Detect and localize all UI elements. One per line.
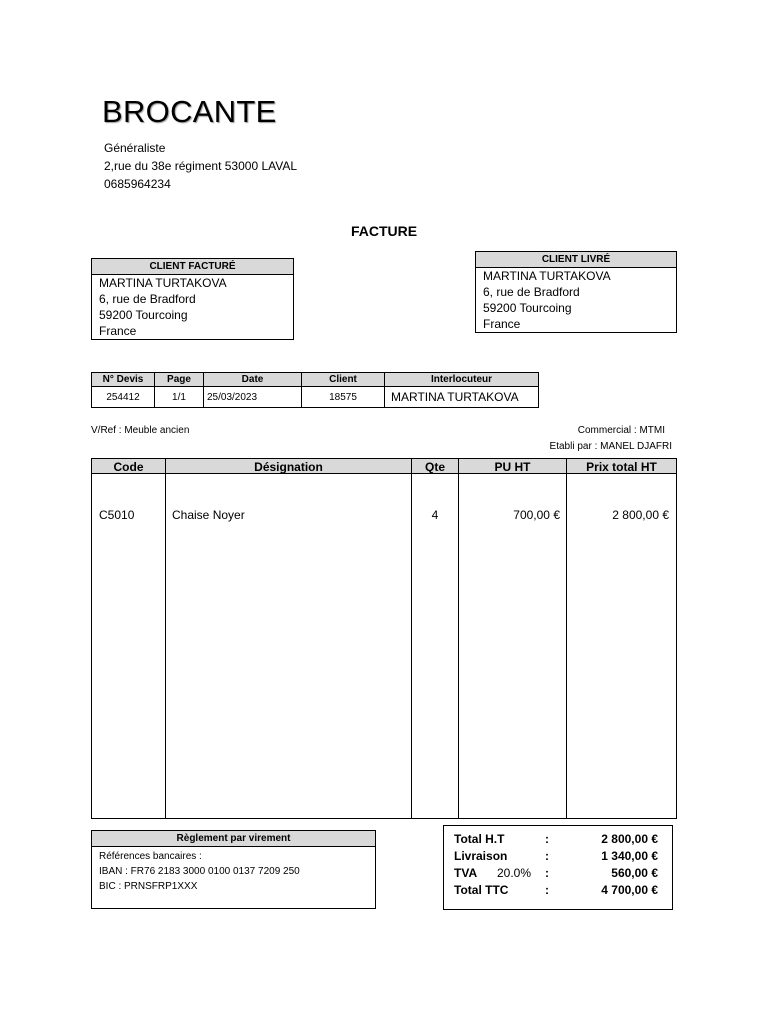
vref-text: V/Ref : Meuble ancien [91, 425, 190, 436]
company-address: 2,rue du 38e régiment 53000 LAVAL [104, 159, 298, 173]
info-header-date: Date [204, 373, 302, 387]
totals-row [444, 882, 672, 899]
info-header-devis: N° Devis [92, 373, 155, 387]
document-title: FACTURE [350, 223, 418, 239]
column-divider [165, 458, 166, 819]
delivery-client-line: 6, rue de Bradford [483, 285, 580, 299]
totals-box [443, 825, 673, 910]
total-value: 2 800,00 € [601, 832, 658, 846]
item-code: C5010 [99, 508, 135, 522]
info-devis-value: 254412 [92, 387, 155, 408]
items-header-designation: Désignation [165, 458, 412, 474]
payment-box [91, 830, 376, 909]
items-header-pu-ht: PU HT [458, 458, 567, 474]
tva-rate: 20.0% [497, 866, 532, 880]
bank-references-label: Références bancaires : [99, 851, 202, 862]
billing-client-box [91, 258, 294, 340]
total-colon: : [545, 849, 549, 863]
payment-header: Règlement par virement [92, 831, 375, 847]
info-client-value: 18575 [302, 387, 385, 408]
delivery-client-box [475, 251, 677, 333]
total-value: 1 340,00 € [601, 849, 658, 863]
total-label: Total TTC [454, 883, 509, 897]
billing-client-header: CLIENT FACTURÉ [92, 259, 293, 275]
company-activity: Généraliste [104, 141, 166, 155]
items-header-code: Code [91, 458, 166, 474]
total-value: 4 700,00 € [601, 883, 658, 897]
company-name: BROCANTE [102, 94, 277, 129]
totals-row [444, 831, 672, 848]
item-designation: Chaise Noyer [172, 508, 245, 522]
info-date-value: 25/03/2023 [204, 387, 302, 408]
info-interlocuteur-value: MARTINA TURTAKOVA [385, 387, 539, 408]
item-qte: 4 [431, 508, 439, 522]
iban-text: IBAN : FR76 2183 3000 0100 0137 7209 250 [99, 866, 300, 877]
total-colon: : [545, 832, 549, 846]
bic-text: BIC : PRNSFRP1XXX [99, 881, 198, 892]
etabli-par-text: Etabli par : MANEL DJAFRI [549, 441, 672, 452]
total-colon: : [545, 883, 549, 897]
total-label: Total H.T [454, 832, 505, 846]
delivery-client-line: France [483, 317, 521, 331]
total-colon: : [545, 866, 549, 880]
total-label: TVA [454, 866, 478, 880]
invoice-info-table [91, 372, 539, 408]
totals-row [444, 848, 672, 865]
billing-client-line: MARTINA TURTAKOVA [99, 276, 227, 290]
totals-row [444, 865, 672, 882]
delivery-client-line: MARTINA TURTAKOVA [483, 269, 611, 283]
company-phone: 0685964234 [104, 177, 171, 191]
total-label: Livraison [454, 849, 508, 863]
delivery-client-header: CLIENT LIVRÉ [476, 252, 676, 268]
billing-client-line: 6, rue de Bradford [99, 292, 196, 306]
commercial-text: Commercial : MTMI [577, 425, 665, 436]
total-value: 560,00 € [611, 866, 658, 880]
items-header-total-ht: Prix total HT [566, 458, 677, 474]
items-header-qte: Qte [411, 458, 459, 474]
delivery-client-line: 59200 Tourcoing [483, 301, 572, 315]
info-header-client: Client [302, 373, 385, 387]
billing-client-line: 59200 Tourcoing [99, 308, 188, 322]
item-pu-ht: 700,00 € [513, 508, 560, 522]
item-total-ht: 2 800,00 € [612, 508, 669, 522]
info-page-value: 1/1 [155, 387, 204, 408]
billing-client-line: France [99, 324, 137, 338]
info-header-page: Page [155, 373, 204, 387]
info-header-interlocuteur: Interlocuteur [385, 373, 539, 387]
